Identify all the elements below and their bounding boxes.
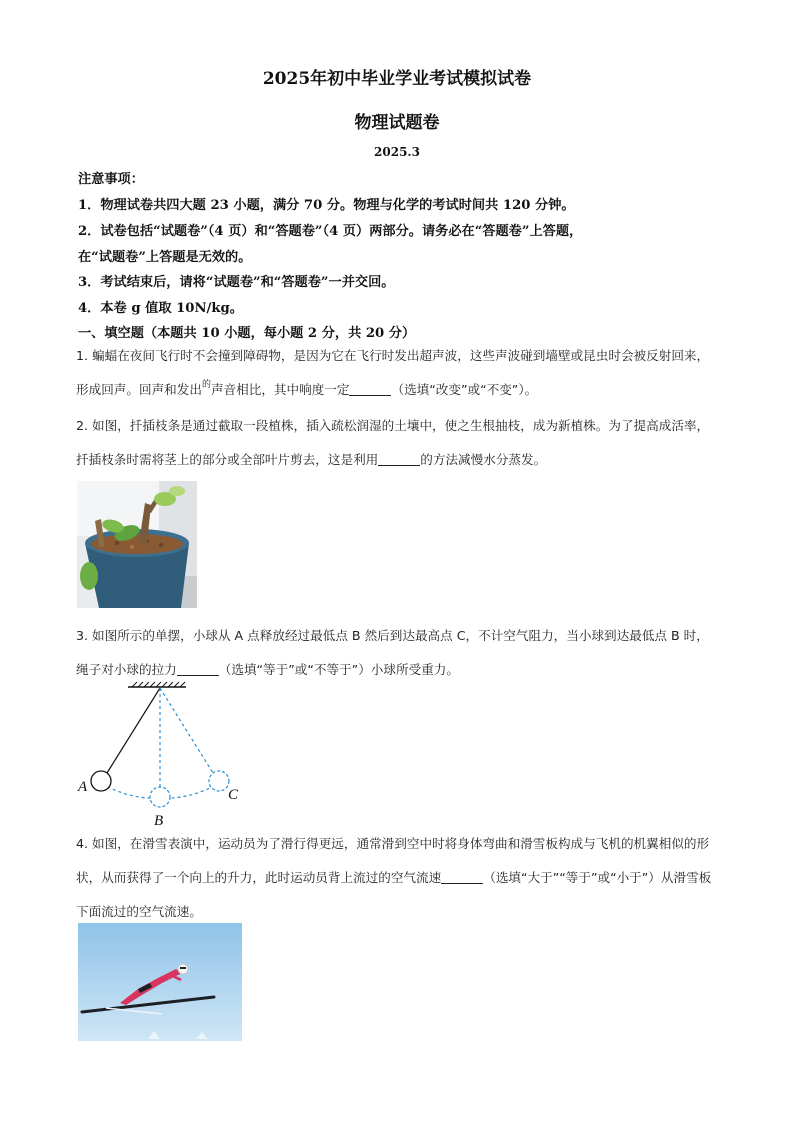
section-heading: 一、填空题（本题共 10 小题，每小题 2 分，共 20 分） (78, 326, 416, 341)
label-a: A (78, 779, 88, 795)
notes-heading: 注意事项： (78, 172, 144, 187)
q2-text-a: 2. 如图，扦插枝条是通过截取一段植株，插入疏松润湿的土壤中，使之生根抽枝，成为新植株。为了提高成活率，扦插枝条时需将茎上的部分或全部叶片剪去，这是利用 (76, 418, 710, 467)
label-b: B (154, 813, 164, 828)
cutting-plant-photo (77, 481, 197, 608)
ball-b (150, 787, 170, 807)
pendulum-diagram (72, 680, 252, 828)
q1-text-b: 声音相比，其中响度一定 (210, 382, 350, 397)
q1-small-char: 的 (201, 380, 211, 390)
ski-jump-photo (78, 923, 242, 1041)
note-item-4: 4．本卷 g 值取 10N/kg。 (78, 301, 243, 316)
q2-text-b: 的方法减慢水分蒸发。 (420, 452, 547, 467)
q2-answer-blank[interactable] (378, 451, 420, 466)
question-4 (76, 827, 716, 929)
exam-title: 2025年初中毕业学业考试模拟试卷 (262, 69, 532, 89)
note-item-2: 2．试卷包括“试题卷”（4 页）和“答题卷”（4 页）两部分。请务必在“答题卷”上答题， (78, 224, 583, 239)
question-2 (76, 409, 716, 477)
q4-text-b: （选填“大于”“等于”或“小于”）从滑雪板下面流过的空气流速。 (76, 870, 712, 919)
note-item-2-cont: 在“试题卷”上答题是无效的。 (78, 250, 252, 265)
exam-subtitle: 物理试题卷 (354, 113, 440, 133)
question-1 (76, 339, 716, 409)
q1-answer-blank[interactable] (349, 381, 391, 396)
q1-text-a: 1. 蝙蝠在夜间飞行时不会撞到障碍物，是因为它在飞行时发出超声波，这些声波碰到墙壁或昆虫时会被反射回来，形成回声。回声和发出 (76, 348, 710, 397)
q3-answer-blank[interactable] (177, 661, 219, 676)
pendulum-string (107, 688, 160, 773)
pendulum-svg (72, 680, 252, 828)
note-item-3: 3．考试结束后，请将“试题卷”和“答题卷”一并交回。 (78, 275, 395, 290)
q4-text-a: 4. 如图，在滑雪表演中，运动员为了滑行得更远，通常滑到空中时将身体弯曲和滑雪板构成与飞机的机翼相似的形状，从而获得了一个向上的升力，此时运动员背上流过的空气流速 (76, 836, 710, 885)
note-item-1: 1．物理试卷共四大题 23 小题，满分 70 分。物理与化学的考试时间共 120 分钟。 (78, 198, 575, 213)
exam-date: 2025.3 (374, 145, 420, 159)
question-3 (76, 619, 716, 687)
q4-answer-blank[interactable] (441, 869, 483, 884)
q1-text-c: （选填“改变”或“不变”）。 (391, 382, 538, 397)
q3-text-b: （选填“等于”或“不等于”）小球所受重力。 (218, 662, 459, 677)
label-c: C (228, 787, 239, 803)
ball-a (91, 771, 111, 791)
string-at-c (160, 688, 213, 773)
ball-c (209, 771, 229, 791)
q3-text-a: 3. 如图所示的单摆，小球从 A 点释放经过最低点 B 然后到达最高点 C，不计空气阻力，当小球到达最低点 B 时，绳子对小球的拉力 (76, 628, 709, 677)
